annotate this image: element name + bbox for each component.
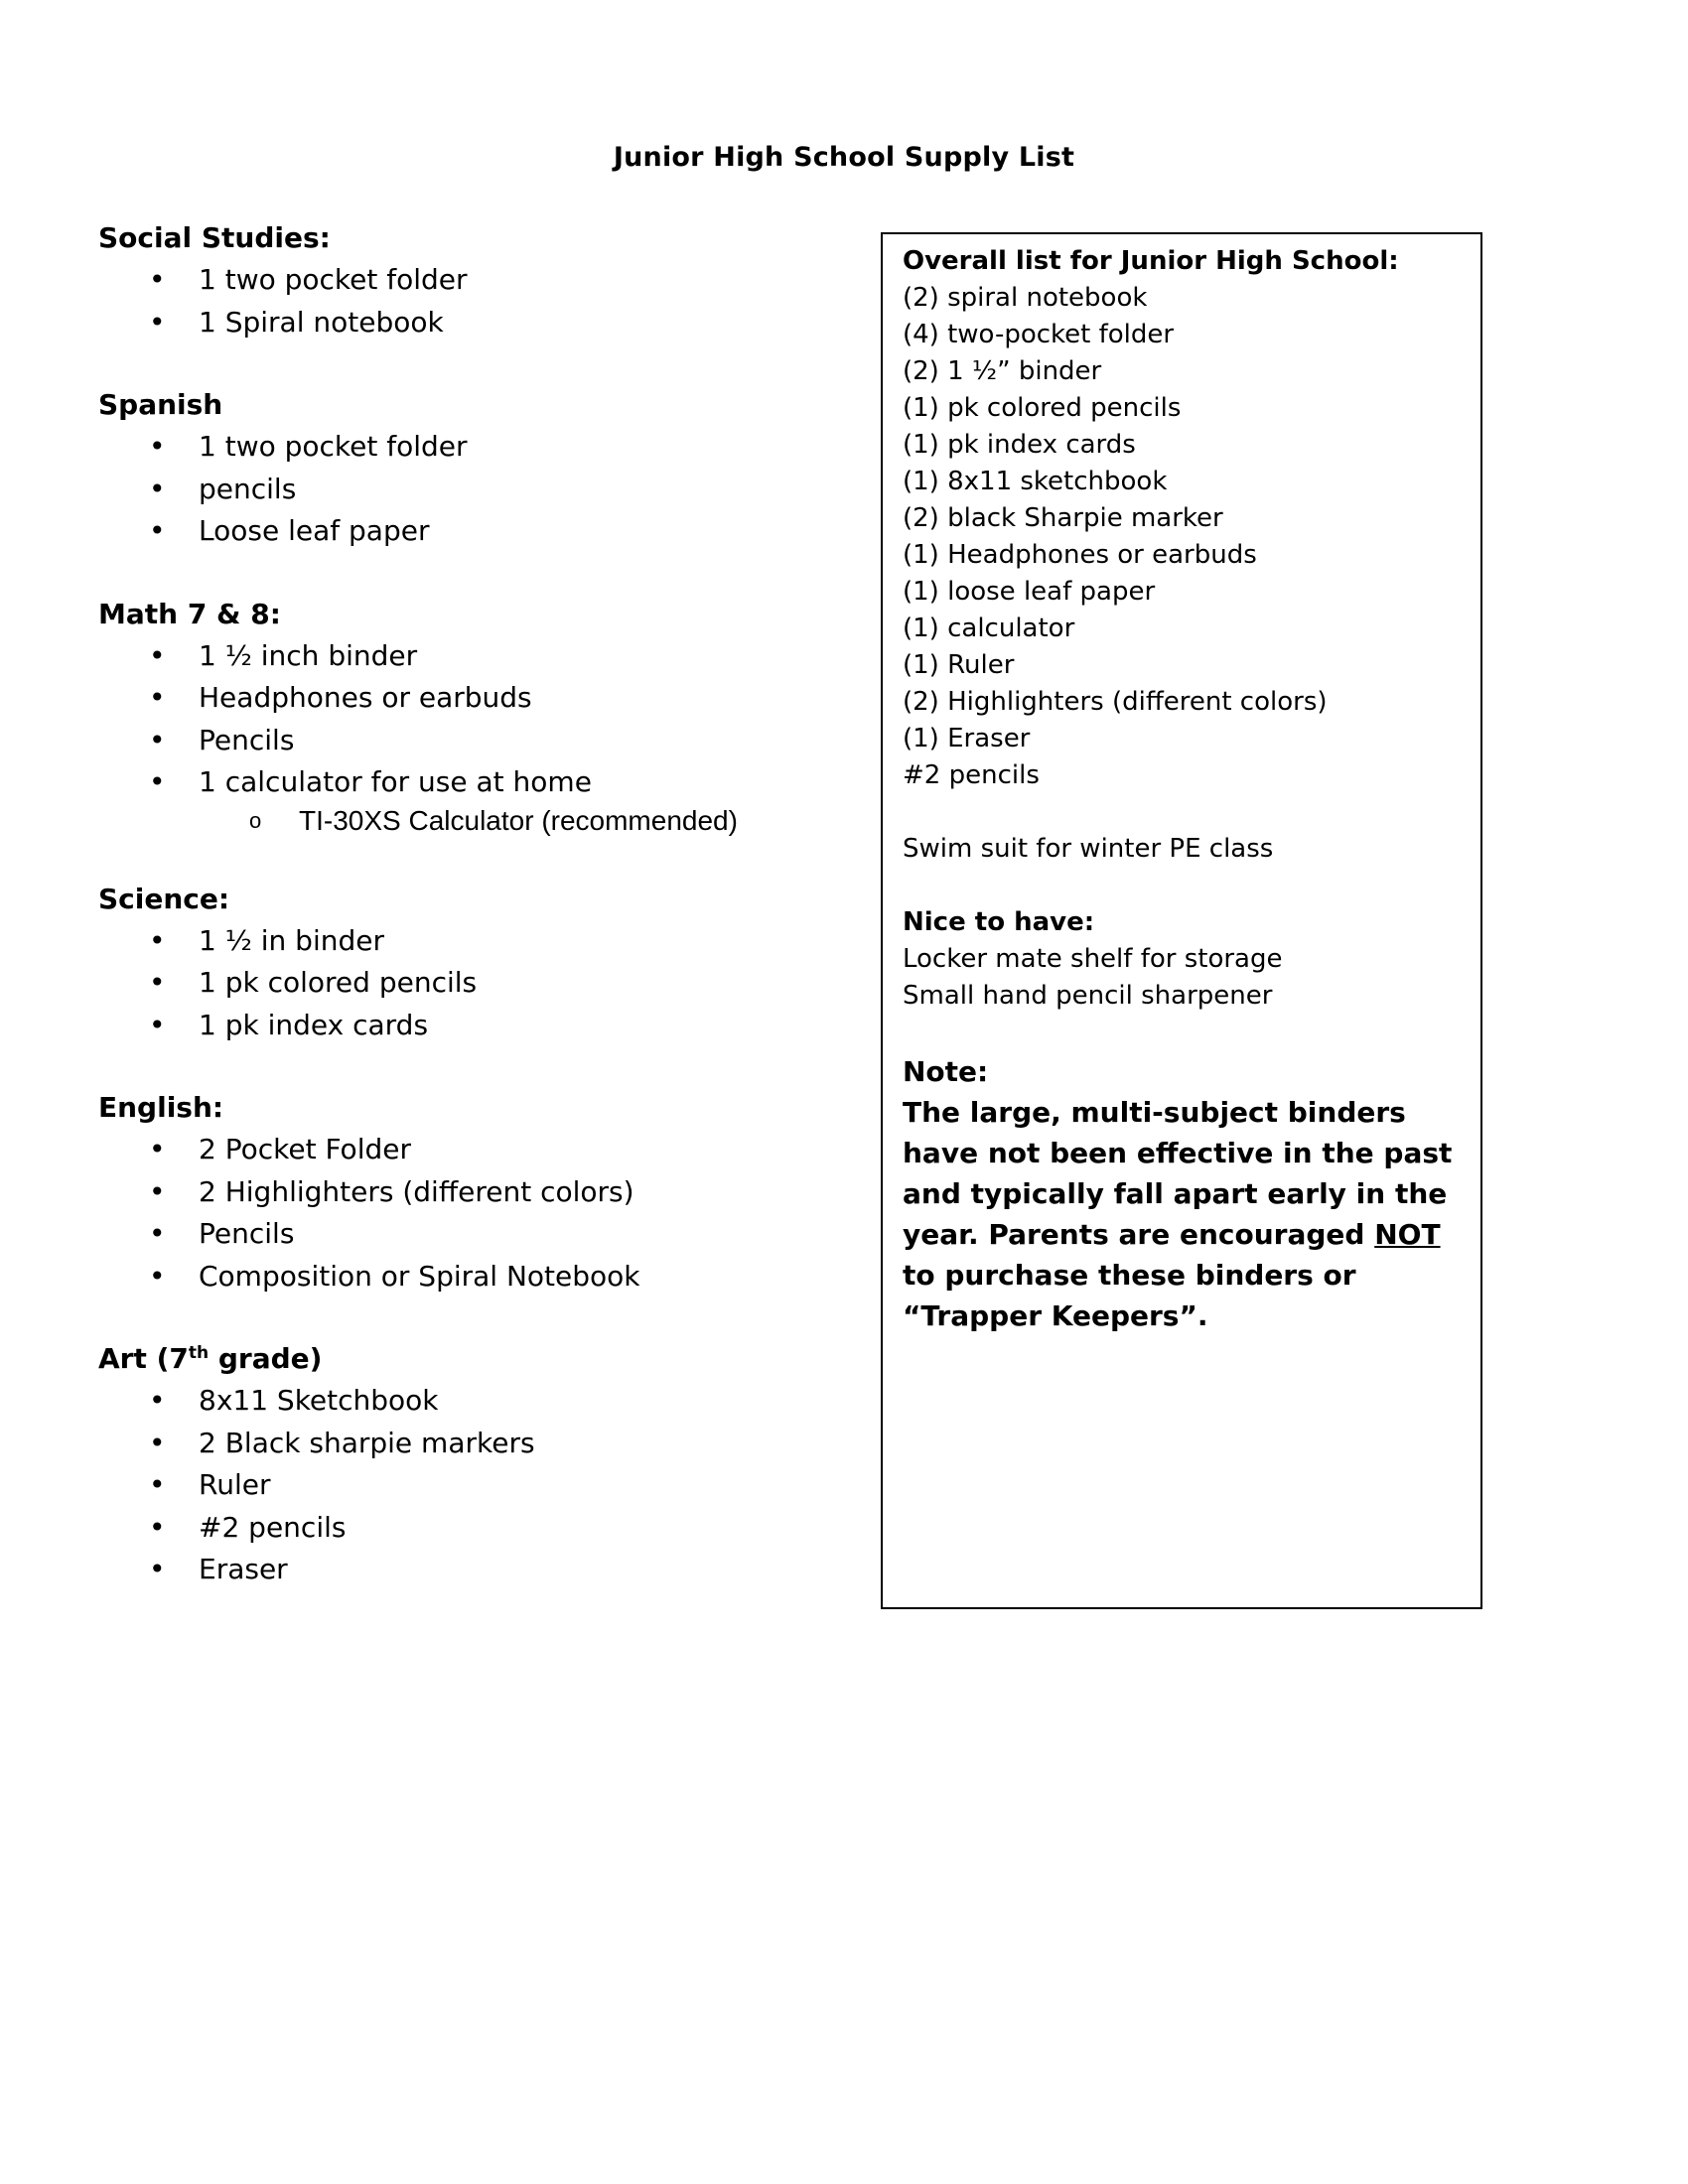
list-item: • Loose leaf paper [98,510,833,553]
list-item: • 2 Black sharpie markers [98,1423,833,1465]
overall-list-box [881,232,1482,1609]
bullet-icon: • [149,1133,166,1165]
bullet-icon: • [149,1468,166,1501]
section-heading: Art (7th grade) [98,1342,323,1375]
list-item: • Composition or Spiral Notebook [98,1256,833,1298]
list-item: • 1 pk index cards [98,1005,833,1047]
bullet-icon: • [149,263,166,296]
sub-list-item: o TI-30XS Calculator (recommended) [249,804,738,836]
overall-item: (1) Headphones or earbuds [903,540,1257,570]
bullet-icon: • [149,514,166,547]
subject-lists [98,216,833,1631]
circle-bullet-icon: o [249,807,262,833]
overall-item: #2 pencils [903,760,1040,790]
overall-heading: Overall list for Junior High School: [903,246,1399,276]
bullet-icon: • [149,1217,166,1250]
list-item: • 1 ½ in binder [98,920,833,963]
section-heading: Math 7 & 8: [98,597,281,630]
overall-item: (1) 8x11 sketchbook [903,467,1168,496]
bullet-icon: • [149,681,166,714]
list-item: • 1 two pocket folder [98,426,833,469]
bullet-icon: • [149,472,166,505]
bullet-icon: • [149,1510,166,1544]
bullet-icon: • [149,1174,166,1208]
bullet-icon: • [149,1553,166,1585]
bullet-icon: • [149,966,166,999]
note-heading: Note: [903,1055,989,1088]
swim-suit-line: Swim suit for winter PE class [903,834,1274,864]
list-item: • 2 Highlighters (different colors) [98,1171,833,1214]
bullet-icon: • [149,1426,166,1459]
overall-item: (4) two-pocket folder [903,320,1175,349]
list-item: • 1 two pocket folder [98,259,833,302]
bullet-icon: • [149,765,166,798]
list-item: • 1 pk colored pencils [98,962,833,1005]
list-item: • pencils [98,469,833,511]
section-art [98,1337,833,1591]
overall-item: (1) pk index cards [903,430,1136,460]
section-heading: English: [98,1091,224,1124]
list-item: • Pencils [98,1213,833,1256]
bullet-icon: • [149,723,166,756]
overall-item: (2) 1 ½” binder [903,356,1102,386]
overall-item: (1) calculator [903,614,1075,643]
list-item: • 1 Spiral notebook [98,302,833,344]
bullet-icon: • [149,923,166,957]
bullet-icon: • [149,305,166,339]
list-item: • 2 Pocket Folder [98,1129,833,1171]
list-item: • Headphones or earbuds [98,677,833,720]
bullet-icon: • [149,430,166,463]
list-item: • #2 pencils [98,1507,833,1550]
section-english [98,1086,833,1297]
bullet-icon: • [149,1008,166,1041]
overall-item: (1) loose leaf paper [903,577,1156,607]
note-emphasis: NOT [1374,1218,1441,1251]
overall-item: (2) black Sharpie marker [903,503,1223,533]
list-item: • Ruler [98,1464,833,1507]
bullet-icon: • [149,638,166,672]
overall-item: (2) spiral notebook [903,283,1148,313]
bullet-icon: • [149,1384,166,1417]
section-heading: Science: [98,882,230,915]
section-heading: Spanish [98,388,223,421]
section-spanish [98,383,833,553]
overall-item: (1) Ruler [903,650,1015,680]
section-social-studies [98,216,833,343]
list-item: • 1 calculator for use at home [98,761,833,804]
overall-item: (2) Highlighters (different colors) [903,687,1328,717]
list-item: • 8x11 Sketchbook [98,1380,833,1423]
list-item: • 1 ½ inch binder [98,635,833,678]
list-item: • Pencils [98,720,833,762]
nice-to-have-heading: Nice to have: [903,907,1095,937]
section-science [98,878,833,1047]
nice-to-have-item: Locker mate shelf for storage [903,944,1283,974]
bullet-icon: • [149,1259,166,1293]
overall-item: (1) pk colored pencils [903,393,1182,423]
page-title: Junior High School Supply List [613,142,1075,173]
overall-item: (1) Eraser [903,724,1031,753]
section-math [98,593,833,838]
section-heading: Social Studies: [98,221,331,254]
nice-to-have-item: Small hand pencil sharpener [903,981,1273,1011]
note-text: The large, multi-subject binders have not been effective in the past and typically fall apart early in the year. Parents are encouraged NOT to purchase these binders or “Trapper Keepers”. [903,1096,1453,1332]
list-item: • Eraser [98,1549,833,1591]
